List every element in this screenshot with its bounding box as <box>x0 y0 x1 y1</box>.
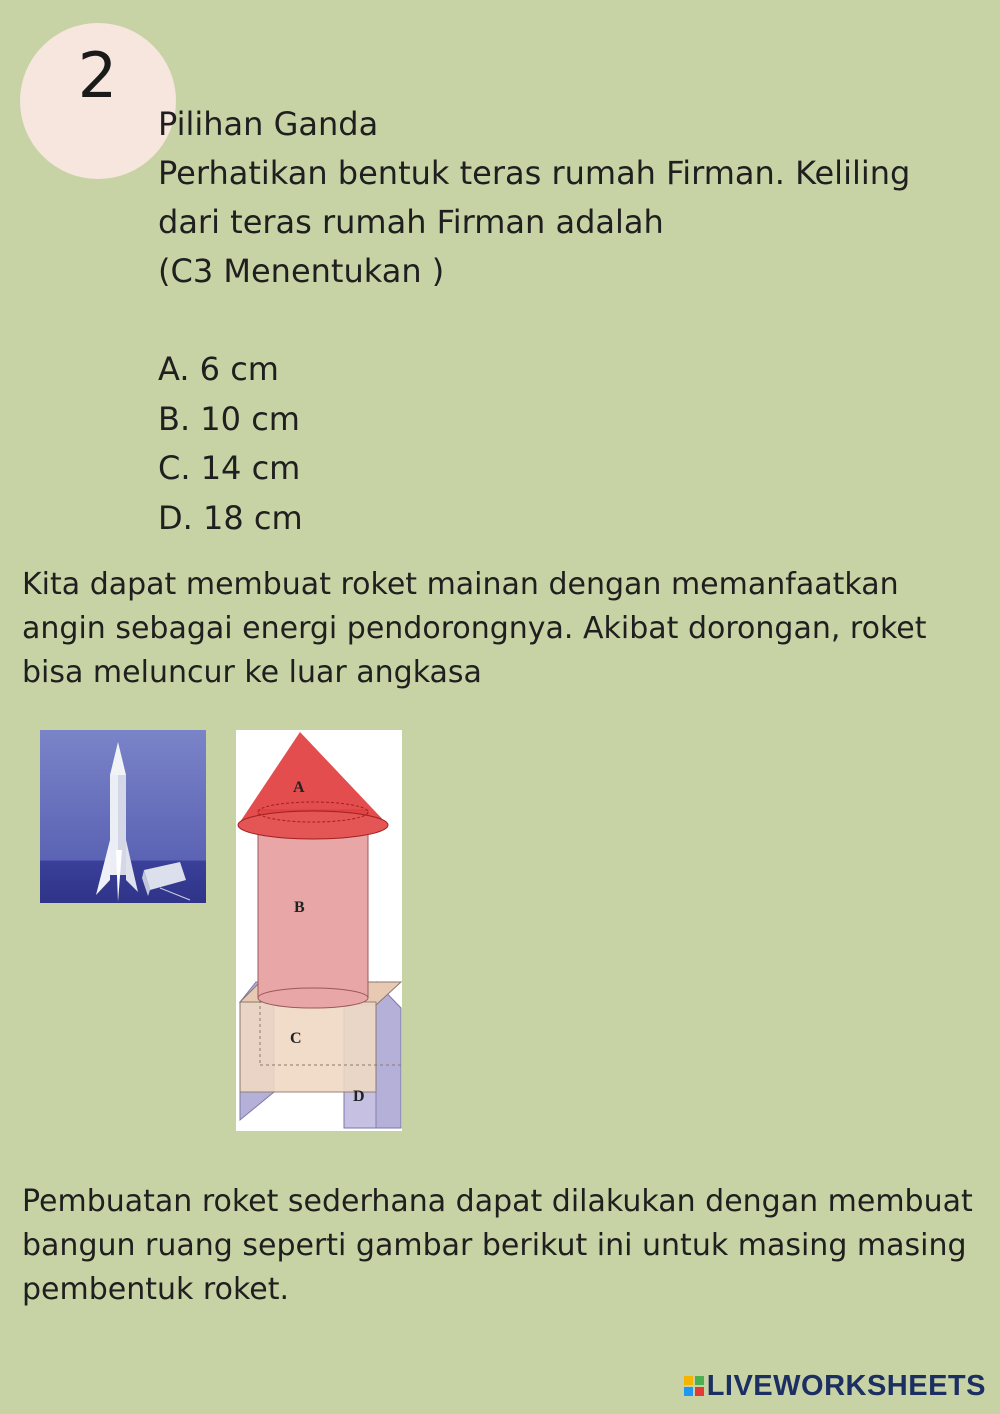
question-type: Pilihan Ganda <box>158 105 379 143</box>
rocket-photo <box>40 730 206 903</box>
question-block <box>158 100 978 543</box>
label-d: D <box>353 1088 365 1105</box>
rocket-shapes-diagram <box>236 730 402 1131</box>
question-number: 2 <box>77 39 118 112</box>
brand-logo[interactable] <box>683 1366 986 1406</box>
option-b[interactable]: B. 10 cm <box>158 399 300 438</box>
spacer <box>158 296 978 345</box>
label-b: B <box>294 899 305 916</box>
question-text-line1: Perhatikan bentuk teras rumah Firman. Keliling <box>158 154 911 192</box>
brand-text: LIVEWORKSHEETS <box>706 1369 986 1402</box>
option-d[interactable]: D. 18 cm <box>158 498 303 537</box>
label-c: C <box>290 1030 302 1047</box>
liveworksheets-icon <box>683 1375 705 1397</box>
question-text-line2: dari teras rumah Firman adalah <box>158 203 664 241</box>
label-a: A <box>293 779 305 796</box>
rocket-paragraph: Pembuatan roket sederhana dapat dilakukan dengan membuat bangun ruang seperti gambar berikut ini untuk masing masing pembentuk roket. <box>22 1184 973 1307</box>
question-level: (C3 Menentukan ) <box>158 252 445 290</box>
option-c[interactable]: C. 14 cm <box>158 449 301 487</box>
intro-paragraph: Kita dapat membuat roket mainan dengan memanfaatkan angin sebagai energi pendorongnya. Akibat dorongan, roket bisa meluncur ke luar angkasa <box>22 567 927 690</box>
option-a[interactable]: A. 6 cm <box>158 350 279 388</box>
